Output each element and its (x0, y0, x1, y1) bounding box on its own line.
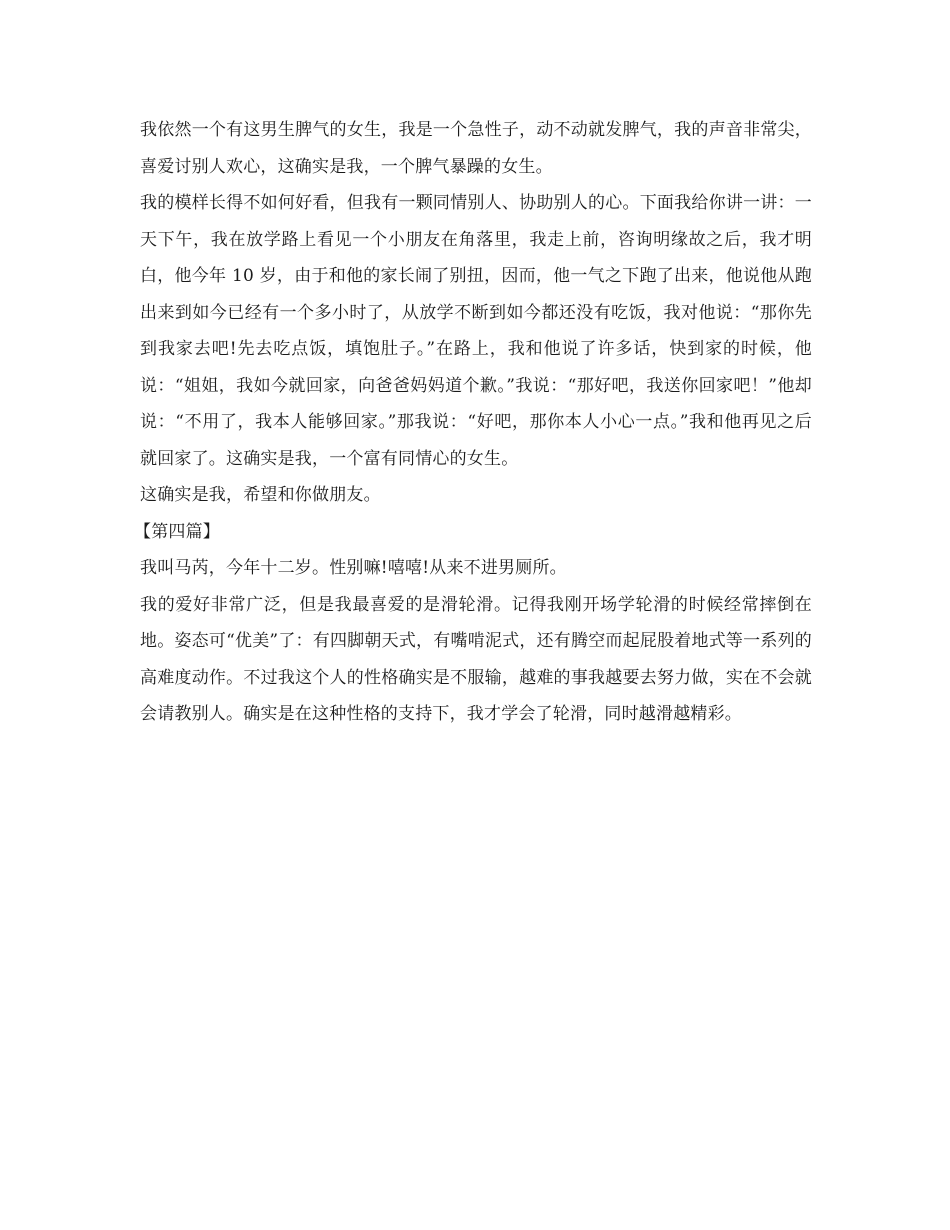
paragraph-roller-skating: 我的爱好非常广泛，但是我最喜爱的是滑轮滑。记得我刚开场学轮滑的时候经常摔倒在地。姿态可“优美”了：有四脚朝天式，有嘴啃泥式，还有腾空而起屁股着地式等一系列的高难度动作。不过我这个人的性格确实是不服输，越难的事我越要去努力做，实在不会就会请教别人。确实是在这种性格的支持下，我才学会了轮滑，同时越滑越精彩。 (140, 594, 812, 724)
paragraph-helping-child: 我的模样长得不如何好看，但我有一颗同情别人、协助别人的心。下面我给你讲一讲：一天下午，我在放学路上看见一个小朋友在角落里，我走上前，咨询明缘故之后，我才明白，他今年 10 岁，由于和他的家长闹了别扭，因而，他一气之下跑了出来，他说他从跑出来到如今已经有一个多小时了，从放学不断到如今都还没有吃饭，我对他说：“那你先到我家去吧!先去吃点饭，填饱肚子。”在路上，我和他说了许多话，快到家的时候，他说：“姐姐，我如今就回家，向爸爸妈妈道个歉。”我说：“那好吧，我送你回家吧！”他却说：“不用了，我本人能够回家。”那我说：“好吧，那你本人小心一点。”我和他再见之后就回家了。这确实是我，一个富有同情心的女生。 (140, 193, 812, 469)
section-heading: 【第四篇】 (134, 521, 220, 542)
document-body (134, 112, 812, 733)
paragraph-introduction: 我叫马芮，今年十二岁。性别嘛!嘻嘻!从来不进男厕所。 (140, 558, 567, 578)
paragraph-friendship: 这确实是我，希望和你做朋友。 (140, 485, 381, 505)
paragraph-temper: 我依然一个有这男生脾气的女生，我是一个急性子，动不动就发脾气，我的声音非常尖，喜爱讨别人欢心，这确实是我，一个脾气暴躁的女生。 (140, 120, 812, 177)
